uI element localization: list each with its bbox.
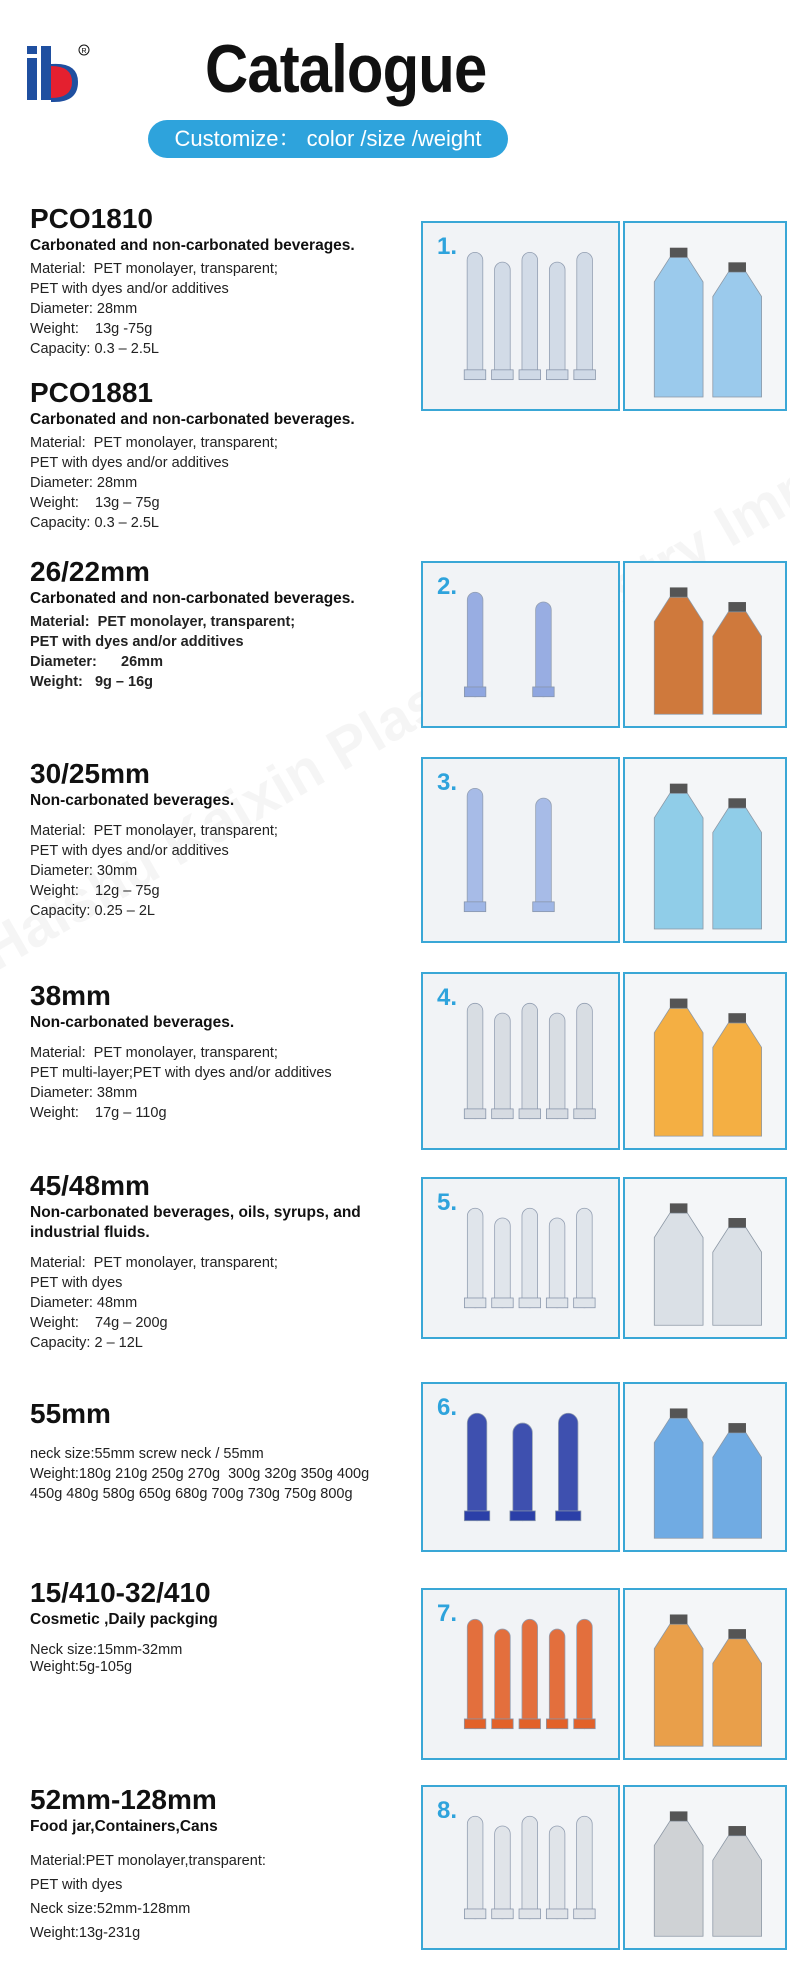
bottle-illustration	[625, 1590, 785, 1758]
preform-neck	[574, 370, 596, 380]
preform-shape	[467, 1619, 483, 1728]
product-number: 4.	[437, 984, 458, 1011]
preform-neck	[546, 1109, 568, 1119]
bottle-shape	[713, 1433, 762, 1538]
preform-shape	[467, 592, 483, 696]
preform-image	[421, 757, 620, 943]
spec-line: PET with dyes and/or additives	[30, 455, 229, 471]
preform-neck	[546, 1719, 567, 1729]
preform-shape	[522, 252, 538, 379]
brand-logo	[26, 42, 90, 108]
product-number: 5.	[437, 1189, 458, 1216]
product-subtitle: Carbonated and non-carbonated beverages.	[30, 590, 355, 607]
product-specs	[30, 1642, 415, 1676]
bottle-shape	[654, 1418, 703, 1538]
bottle-shape	[654, 1213, 703, 1325]
bottle-cap	[728, 1826, 746, 1836]
bottle-cap	[670, 587, 688, 597]
preform-neck	[546, 370, 568, 380]
preform-shape	[495, 262, 511, 379]
spec-line: PET with dyes	[30, 1877, 123, 1893]
product-subtitle: Non-carbonated beverages.	[30, 1014, 235, 1031]
spec-line: PET with dyes and/or additives	[30, 634, 244, 650]
product-title: PCO1810	[30, 203, 153, 234]
spec-line: neck size:55mm screw neck / 55mm	[30, 1446, 264, 1462]
spec-line: 450g 480g 580g 650g 680g 700g 730g 750g 800g	[30, 1486, 353, 1502]
preform-shape	[522, 1003, 538, 1118]
spec-line: Diameter: 30mm	[30, 863, 138, 879]
bottle-illustration	[625, 1179, 785, 1337]
product-title: 38mm	[30, 980, 111, 1011]
bottle-illustration	[625, 1787, 785, 1948]
product-subtitle: Cosmetic ,Daily packging	[30, 1611, 218, 1628]
product-image	[623, 972, 787, 1150]
spec-line: Weight: 9g – 16g	[30, 674, 154, 690]
preform-neck	[464, 1909, 485, 1919]
preform-neck	[519, 1909, 540, 1919]
spec-line: Diameter: 28mm	[30, 301, 138, 317]
product-title: 55mm	[30, 1398, 111, 1429]
spec-line: Diameter: 48mm	[30, 1295, 138, 1311]
bottle-cap	[670, 999, 688, 1009]
product-image	[623, 1785, 787, 1950]
preform-shape	[467, 1816, 483, 1918]
product-subtitle: Carbonated and non-carbonated beverages.	[30, 411, 355, 428]
product-subtitle: Food jar,Containers,Cans	[30, 1818, 218, 1835]
spec-line: PET with dyes and/or additives	[30, 843, 229, 859]
bottle-shape	[654, 1624, 703, 1746]
bottle-cap	[670, 248, 688, 258]
spec-line: Capacity: 0.25 – 2L	[30, 903, 155, 919]
product-number: 6.	[437, 1394, 458, 1421]
preform-neck	[533, 687, 554, 697]
preform-neck	[492, 1298, 513, 1308]
preform-image	[421, 1785, 620, 1950]
preform-shape	[549, 1013, 565, 1119]
product-image	[623, 1382, 787, 1552]
preform-neck	[574, 1298, 595, 1308]
spec-line: Material:PET monolayer,transparent:	[30, 1853, 266, 1869]
spec-line: Capacity: 2 – 12L	[30, 1335, 143, 1351]
spec-line: Diameter: 28mm	[30, 475, 138, 491]
product-subtitle: Non-carbonated beverages, oils, syrups, and industrial fluids.	[30, 1204, 361, 1241]
preform-shape	[577, 1003, 593, 1118]
preform-neck	[519, 1298, 540, 1308]
spec-line: Material: PET monolayer, transparent;	[30, 614, 296, 630]
preform-neck	[555, 1511, 580, 1521]
bottle-cap	[670, 1203, 688, 1213]
preform-neck	[464, 1109, 486, 1119]
bottle-shape	[713, 808, 762, 929]
bottle-cap	[728, 1423, 746, 1433]
preform-image	[421, 1177, 620, 1339]
spec-line: Diameter: 26mm	[30, 654, 163, 670]
bottle-cap	[728, 1218, 746, 1228]
preform-shape	[495, 1826, 511, 1919]
product-title: 26/22mm	[30, 556, 150, 587]
preform-neck	[574, 1719, 595, 1729]
preform-neck	[464, 370, 486, 380]
product-title: 15/410-32/410	[30, 1577, 211, 1608]
preform-shape	[577, 252, 593, 379]
spec-line: PET with dyes	[30, 1275, 123, 1291]
bottle-shape	[654, 1008, 703, 1136]
preform-neck	[464, 1511, 489, 1521]
bottle-shape	[713, 1228, 762, 1326]
preform-shape	[467, 1413, 487, 1520]
bottle-cap	[728, 262, 746, 272]
bottle-shape	[654, 1821, 703, 1936]
product-section	[30, 1170, 415, 1353]
spec-line: Weight: 12g – 75g	[30, 883, 160, 899]
bottle-shape	[713, 272, 762, 397]
product-specs	[30, 1444, 415, 1504]
preform-neck	[574, 1109, 596, 1119]
preform-neck	[464, 902, 486, 912]
preform-neck	[519, 1109, 541, 1119]
product-number: 2.	[437, 573, 458, 600]
product-section	[30, 758, 415, 921]
page-title: Catalogue	[205, 31, 487, 107]
product-image	[623, 757, 787, 943]
preform-shape	[467, 1208, 483, 1307]
spec-line: Weight: 13g – 75g	[30, 495, 160, 511]
bottle-illustration	[625, 563, 785, 726]
preform-shape	[577, 1208, 593, 1307]
preform-neck	[510, 1511, 535, 1521]
spec-line: Weight:13g-231g	[30, 1925, 141, 1941]
spec-line: Weight:5g-105g	[30, 1659, 133, 1675]
spec-line: Weight: 13g -75g	[30, 321, 153, 337]
spec-line: Diameter: 38mm	[30, 1085, 138, 1101]
preform-image	[421, 221, 620, 411]
product-section	[30, 1784, 415, 1945]
product-image	[623, 561, 787, 728]
bottle-illustration	[625, 1384, 785, 1550]
preform-shape	[549, 1826, 565, 1919]
preform-neck	[492, 1109, 514, 1119]
preform-neck	[546, 1909, 567, 1919]
product-number: 8.	[437, 1797, 458, 1824]
preform-shape	[549, 262, 565, 379]
product-title: PCO1881	[30, 377, 153, 408]
bottle-cap	[728, 1013, 746, 1023]
product-image	[623, 221, 787, 411]
spec-line: Material: PET monolayer, transparent;	[30, 435, 278, 451]
preform-shape	[467, 1003, 483, 1118]
spec-line: Capacity: 0.3 – 2.5L	[30, 515, 159, 531]
svg-text:R: R	[81, 48, 87, 55]
preform-neck	[464, 1298, 485, 1308]
bottle-cap	[670, 784, 688, 794]
bottle-cap	[728, 798, 746, 808]
preform-image	[421, 972, 620, 1150]
preform-shape	[522, 1208, 538, 1307]
preform-shape	[549, 1218, 565, 1308]
spec-line: PET multi-layer;PET with dyes and/or additives	[30, 1065, 332, 1081]
preform-neck	[464, 1719, 485, 1729]
spec-line: PET with dyes and/or additives	[30, 281, 229, 297]
spec-line: Material: PET monolayer, transparent;	[30, 1255, 278, 1271]
product-section	[30, 556, 415, 692]
preform-shape	[549, 1629, 565, 1729]
product-title: 52mm-128mm	[30, 1784, 217, 1815]
preform-neck	[574, 1909, 595, 1919]
spec-line: Weight: 17g – 110g	[30, 1105, 167, 1121]
product-specs	[30, 433, 415, 533]
bottle-cap	[670, 1811, 688, 1821]
product-title: 30/25mm	[30, 758, 150, 789]
preform-shape	[577, 1816, 593, 1918]
spec-line: Material: PET monolayer, transparent;	[30, 261, 278, 277]
bottle-cap	[670, 1614, 688, 1624]
preform-shape	[513, 1423, 533, 1521]
preform-shape	[522, 1816, 538, 1918]
preform-neck	[546, 1298, 567, 1308]
product-section	[30, 203, 415, 359]
product-specs	[30, 259, 415, 359]
spec-line: Neck size:52mm-128mm	[30, 1901, 191, 1917]
bottle-shape	[654, 257, 703, 397]
bottle-cap	[670, 1408, 688, 1418]
spec-line: Neck size:15mm-32mm	[30, 1642, 183, 1658]
preform-image	[421, 561, 620, 728]
preform-image	[421, 1382, 620, 1552]
preform-shape	[495, 1218, 511, 1308]
preform-neck	[492, 1719, 513, 1729]
bottle-illustration	[625, 223, 785, 409]
product-section	[30, 1398, 415, 1504]
product-specs	[30, 1043, 415, 1123]
bottle-cap	[728, 602, 746, 612]
bottle-illustration	[625, 974, 785, 1148]
bottle-shape	[654, 597, 703, 714]
preform-shape	[467, 788, 483, 911]
product-specs	[30, 1253, 415, 1353]
bottle-cap	[728, 1629, 746, 1639]
preform-neck	[464, 687, 485, 697]
product-subtitle: Non-carbonated beverages.	[30, 792, 235, 809]
product-section	[30, 980, 415, 1123]
bottle-shape	[713, 1639, 762, 1746]
product-number: 3.	[437, 769, 458, 796]
preform-shape	[495, 1629, 511, 1729]
bottle-shape	[654, 793, 703, 929]
product-specs	[30, 612, 415, 692]
bottle-shape	[713, 612, 762, 714]
spec-line: Weight:180g 210g 250g 270g 300g 320g 350g 400g	[30, 1466, 370, 1482]
preform-shape	[536, 602, 552, 697]
preform-neck	[492, 370, 514, 380]
preform-shape	[577, 1619, 593, 1728]
preform-shape	[558, 1413, 578, 1520]
product-number: 7.	[437, 1600, 458, 1627]
bottle-illustration	[625, 759, 785, 941]
bottle-shape	[713, 1023, 762, 1136]
preform-shape	[536, 798, 552, 912]
preform-neck	[519, 370, 541, 380]
product-subtitle: Carbonated and non-carbonated beverages.	[30, 237, 355, 254]
product-specs	[30, 821, 415, 921]
preform-image	[421, 1588, 620, 1760]
preform-shape	[522, 1619, 538, 1728]
spec-line: Material: PET monolayer, transparent;	[30, 823, 278, 839]
product-image	[623, 1177, 787, 1339]
product-section	[30, 377, 415, 533]
bottle-shape	[713, 1836, 762, 1936]
spec-line: Capacity: 0.3 – 2.5L	[30, 341, 159, 357]
preform-neck	[519, 1719, 540, 1729]
product-image	[623, 1588, 787, 1760]
preform-neck	[533, 902, 555, 912]
spec-line: Material: PET monolayer, transparent;	[30, 1045, 278, 1061]
preform-shape	[467, 252, 483, 379]
product-specs	[30, 1849, 415, 1945]
spec-line: Weight: 74g – 200g	[30, 1315, 168, 1331]
product-number: 1.	[437, 233, 458, 260]
preform-neck	[492, 1909, 513, 1919]
customize-banner: Customize： color /size /weight	[148, 120, 508, 158]
product-title: 45/48mm	[30, 1170, 150, 1201]
product-section	[30, 1577, 415, 1676]
preform-shape	[495, 1013, 511, 1119]
